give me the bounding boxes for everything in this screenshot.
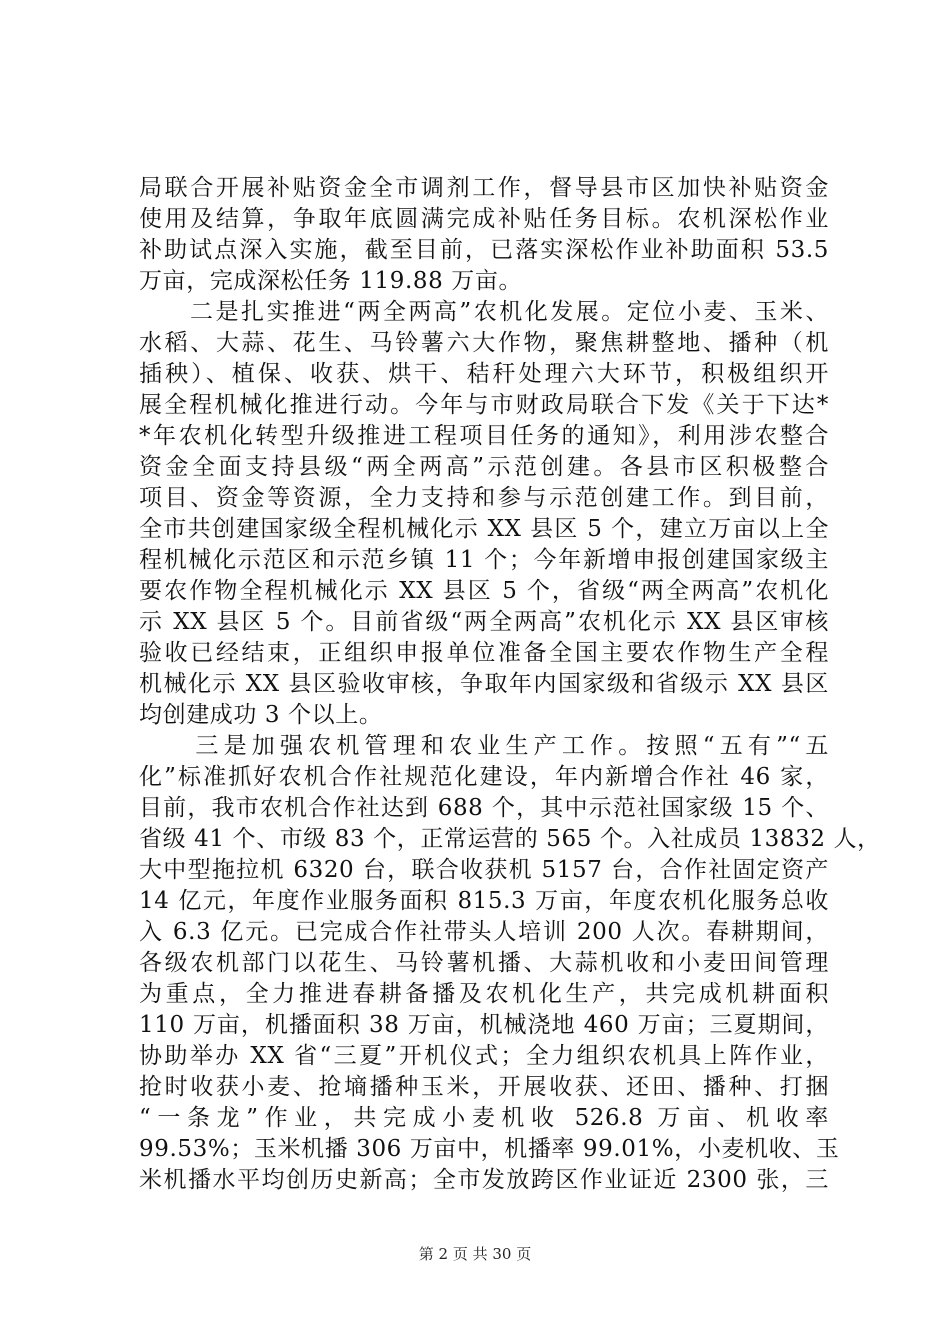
- text-line: 各级农机部门以花生、马铃薯机播、大蒜机收和小麦田间管理: [139, 950, 829, 976]
- text-line: *年农机化转型升级推进工程项目任务的通知》，利用涉农整合: [139, 423, 829, 449]
- text-line: 万亩，完成深松任务 119.88 万亩。: [139, 268, 523, 294]
- text-line: 要农作物全程机械化示 XX 县区 5 个，省级“两全两高”农机化: [139, 578, 829, 604]
- text-line: 抢时收获小麦、抢墒播种玉米，开展收获、还田、播种、打捆: [139, 1074, 829, 1100]
- text-line: 验收已经结束，正组织申报单位准备全国主要农作物生产全程: [139, 640, 829, 666]
- text-line: 局联合开展补贴资金全市调剂工作，督导县市区加快补贴资金: [139, 175, 829, 201]
- text-line: 为重点，全力推进春耕备播及农机化生产，共完成机耕面积: [139, 981, 829, 1007]
- text-line: 全市共创建国家级全程机械化示 XX 县区 5 个，建立万亩以上全: [139, 516, 829, 542]
- text-line: 均创建成功 3 个以上。: [139, 702, 383, 728]
- text-line: “一条龙”作业，共完成小麦机收 526.8 万亩、机收率: [139, 1105, 829, 1131]
- text-line: 二是扎实推进“两全两高”农机化发展。定位小麦、玉米、: [139, 299, 829, 325]
- text-line: 协助举办 XX 省“三夏”开机仪式；全力组织农机具上阵作业，: [139, 1043, 829, 1069]
- text-line: 插秧）、植保、收获、烘干、秸秆处理六大环节，积极组织开: [139, 361, 829, 387]
- text-line: 目前，我市农机合作社达到 688 个，其中示范社国家级 15 个、: [139, 795, 829, 821]
- text-line: 示 XX 县区 5 个。目前省级“两全两高”农机化示 XX 县区审核: [139, 609, 829, 635]
- page-footer: 第 2 页 共 30 页: [418, 1245, 532, 1263]
- text-line: 使用及结算，争取年底圆满完成补贴任务目标。农机深松作业: [139, 206, 829, 232]
- text-line: 机械化示 XX 县区验收审核，争取年内国家级和省级示 XX 县区: [139, 671, 829, 697]
- text-line: 补助试点深入实施，截至目前，已落实深松作业补助面积 53.5: [139, 237, 829, 263]
- text-line: 资金全面支持县级“两全两高”示范创建。各县市区积极整合: [139, 454, 829, 480]
- text-line: 110 万亩，机播面积 38 万亩，机械浇地 460 万亩；三夏期间，: [139, 1012, 829, 1038]
- text-line: 水稻、大蒜、花生、马铃薯六大作物，聚焦耕整地、播种（机: [139, 330, 829, 356]
- document-body: [139, 173, 881, 1196]
- text-line: 大中型拖拉机 6320 台，联合收获机 5157 台，合作社固定资产: [139, 857, 829, 883]
- text-line: 程机械化示范区和示范乡镇 11 个；今年新增申报创建国家级主: [139, 547, 829, 573]
- text-line: 99.53%；玉米机播 306 万亩中，机播率 99.01%，小麦机收、玉: [139, 1136, 840, 1162]
- text-line: 三是加强农机管理和农业生产工作。按照“五有”“五: [139, 733, 829, 759]
- text-line: 展全程机械化推进行动。今年与市财政局联合下发《关于下达*: [139, 392, 829, 418]
- text-line: 米机播水平均创历史新高；全市发放跨区作业证近 2300 张，三: [139, 1167, 829, 1193]
- text-line: 省级 41 个、市级 83 个，正常运营的 565 个。入社成员 13832 人，: [139, 826, 881, 852]
- text-line: 入 6.3 亿元。已完成合作社带头人培训 200 人次。春耕期间，: [139, 919, 829, 945]
- text-line: 14 亿元，年度作业服务面积 815.3 万亩，年度农机化服务总收: [139, 888, 829, 914]
- text-line: 项目、资金等资源，全力支持和参与示范创建工作。到目前，: [139, 485, 829, 511]
- text-line: 化”标准抓好农机合作社规范化建设，年内新增合作社 46 家，: [139, 764, 829, 790]
